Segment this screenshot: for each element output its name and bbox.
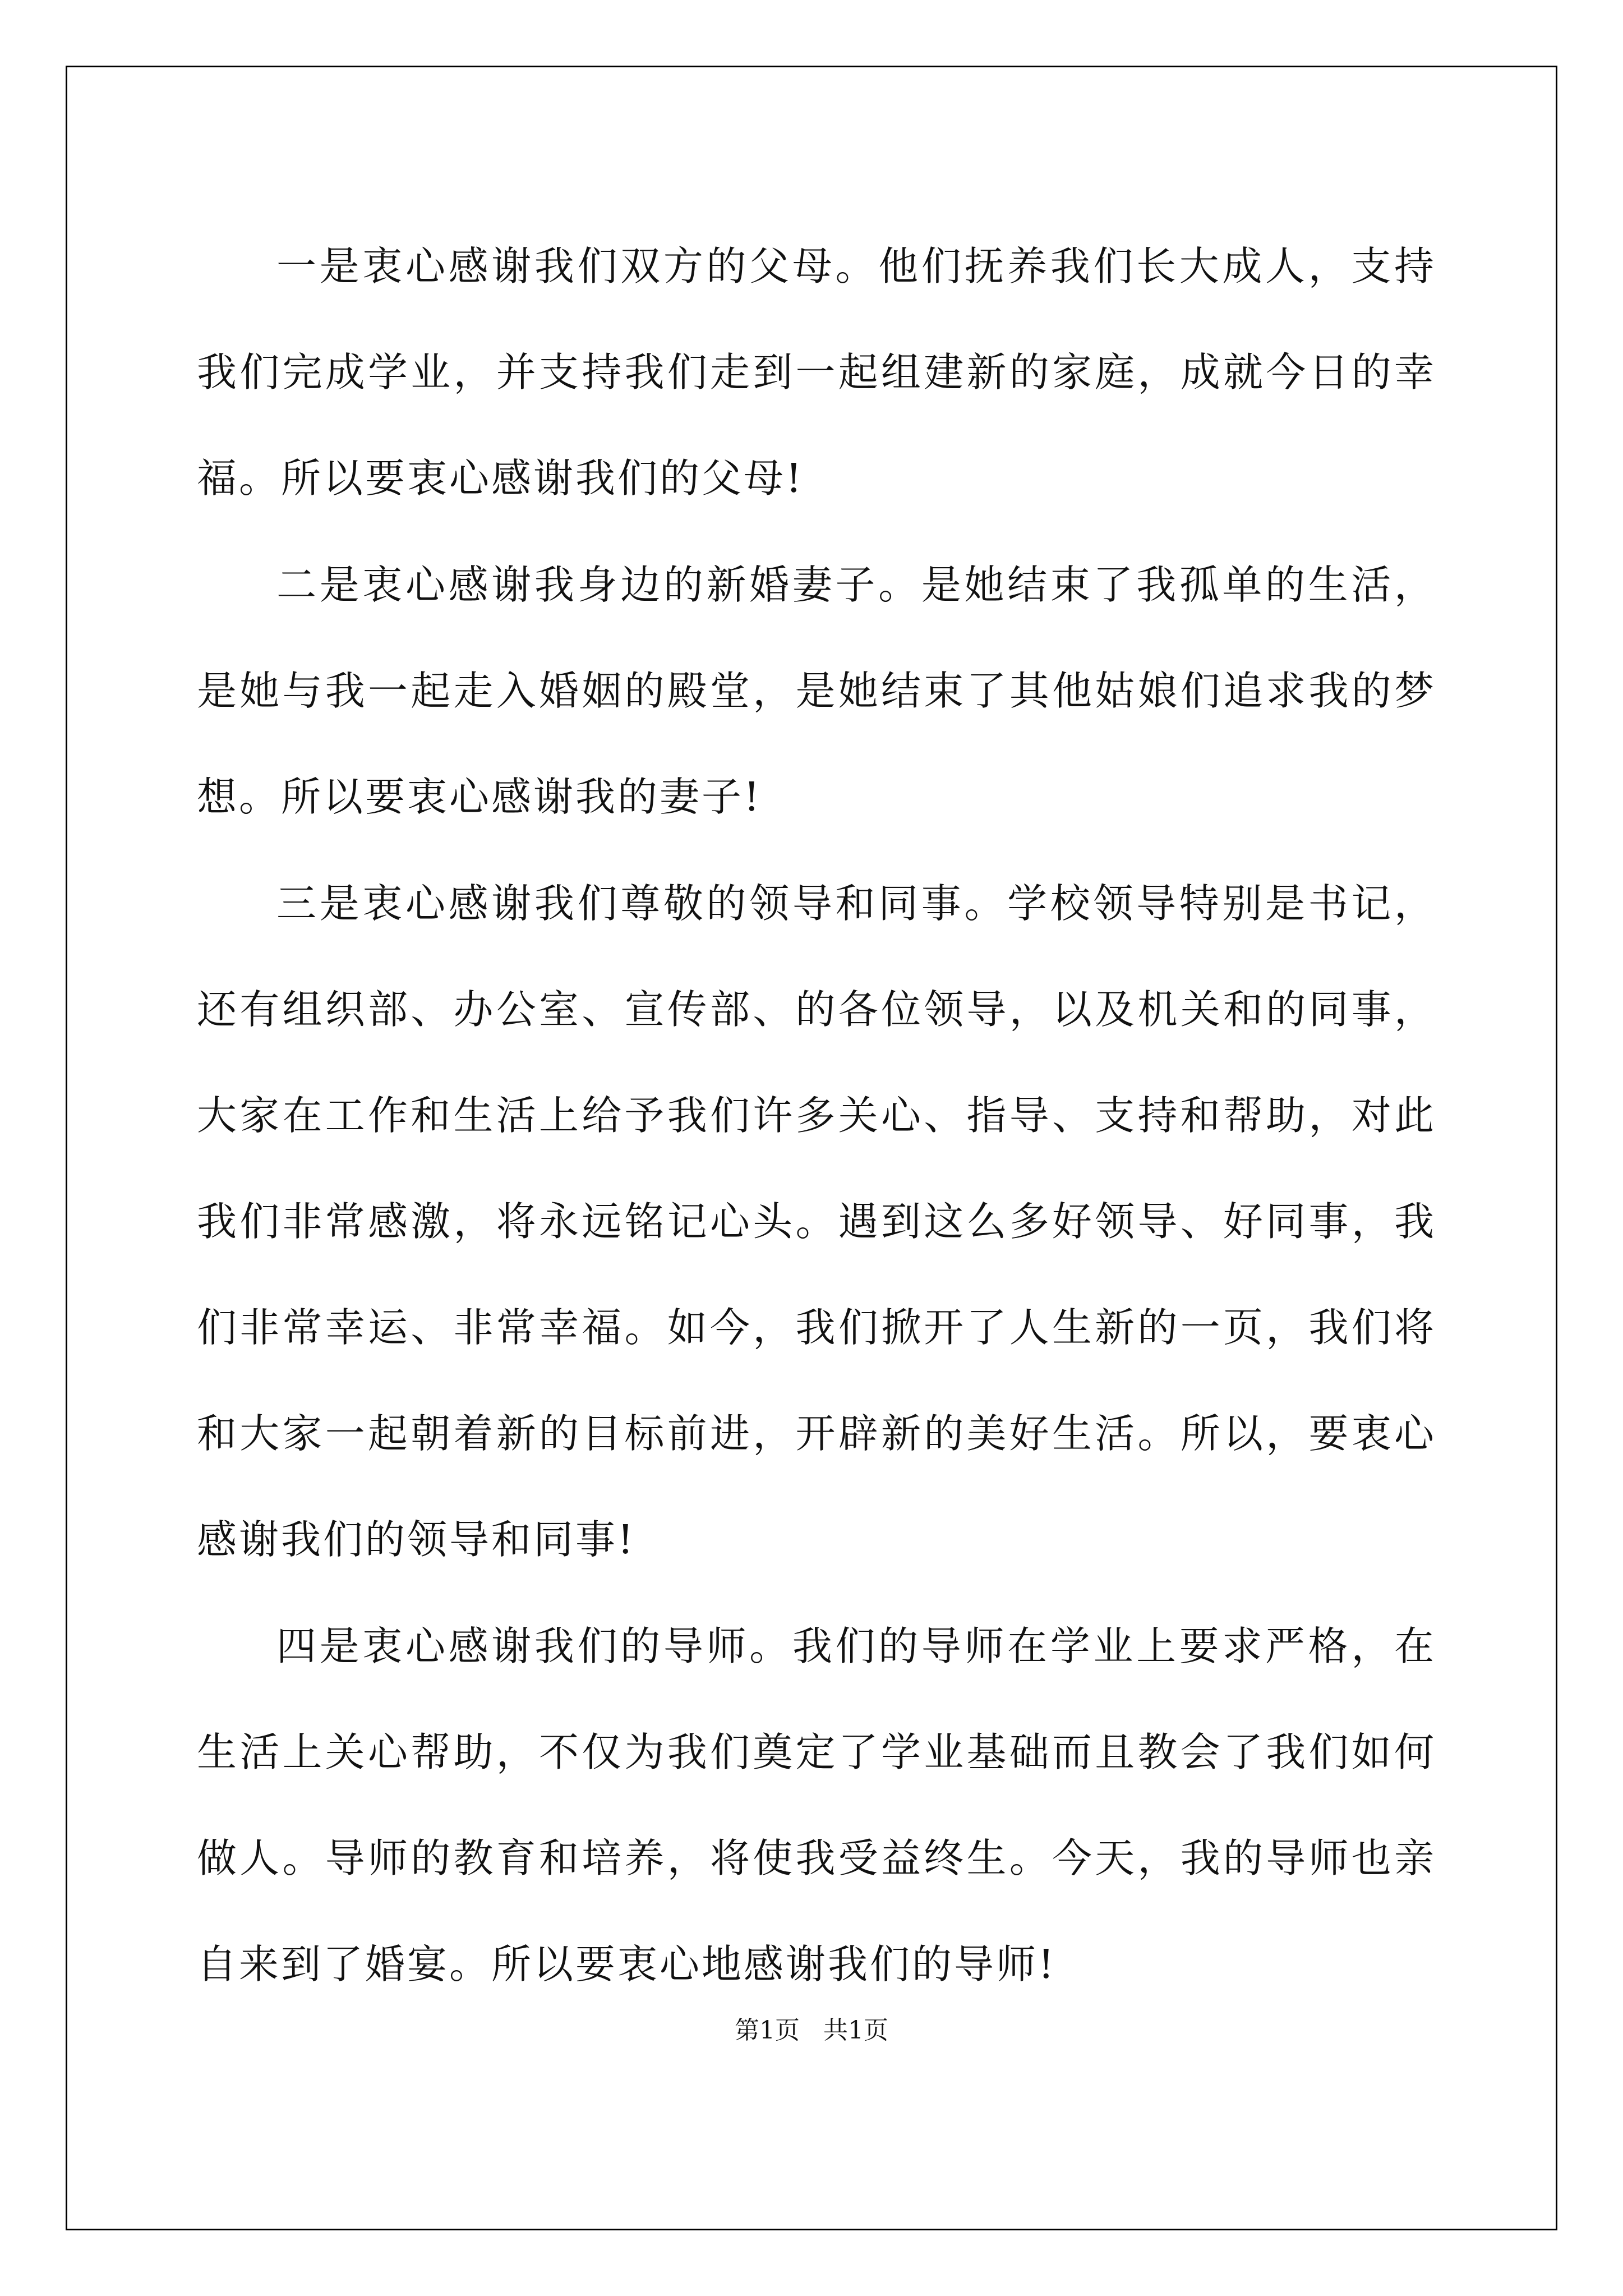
paragraph-2: 二是衷心感谢我身边的新婚妻子。是她结束了我孤单的生活，是她与我一起走入婚姻的殿堂，是她结束了其他姑娘们追求我的梦想。所以要衷心感谢我的妻子!: [197, 562, 1436, 820]
page-footer: 第1页 共1页: [735, 2016, 888, 2045]
paragraph-3: 三是衷心感谢我们尊敬的领导和同事。学校领导特别是书记，还有组织部、办公室、宣传部、的各位领导，以及机关和的同事，大家在工作和生活上给予我们许多关心、指导、支持和帮助，对此我们非常感激，将永远铭记心头。遇到这么多好领导、好同事，我们非常幸运、非常幸福。如今，我们掀开了人生新的一页，我们将和大家一起朝着新的目标前进，开辟新的美好生活。所以，要衷心感谢我们的领导和同事!: [197, 880, 1436, 1563]
paragraph-4: 四是衷心感谢我们的导师。我们的导师在学业上要求严格，在生活上关心帮助，不仅为我们奠定了学业基础而且教会了我们如何做人。导师的教育和培养，将使我受益终生。今天，我的导师也亲自来到了婚宴。所以要衷心地感谢我们的导师!: [197, 1623, 1436, 1987]
document-body: [197, 213, 1436, 2018]
paragraph-1: 一是衷心感谢我们双方的父母。他们抚养我们长大成人，支持我们完成学业，并支持我们走到一起组建新的家庭，成就今日的幸福。所以要衷心感谢我们的父母!: [197, 243, 1436, 501]
